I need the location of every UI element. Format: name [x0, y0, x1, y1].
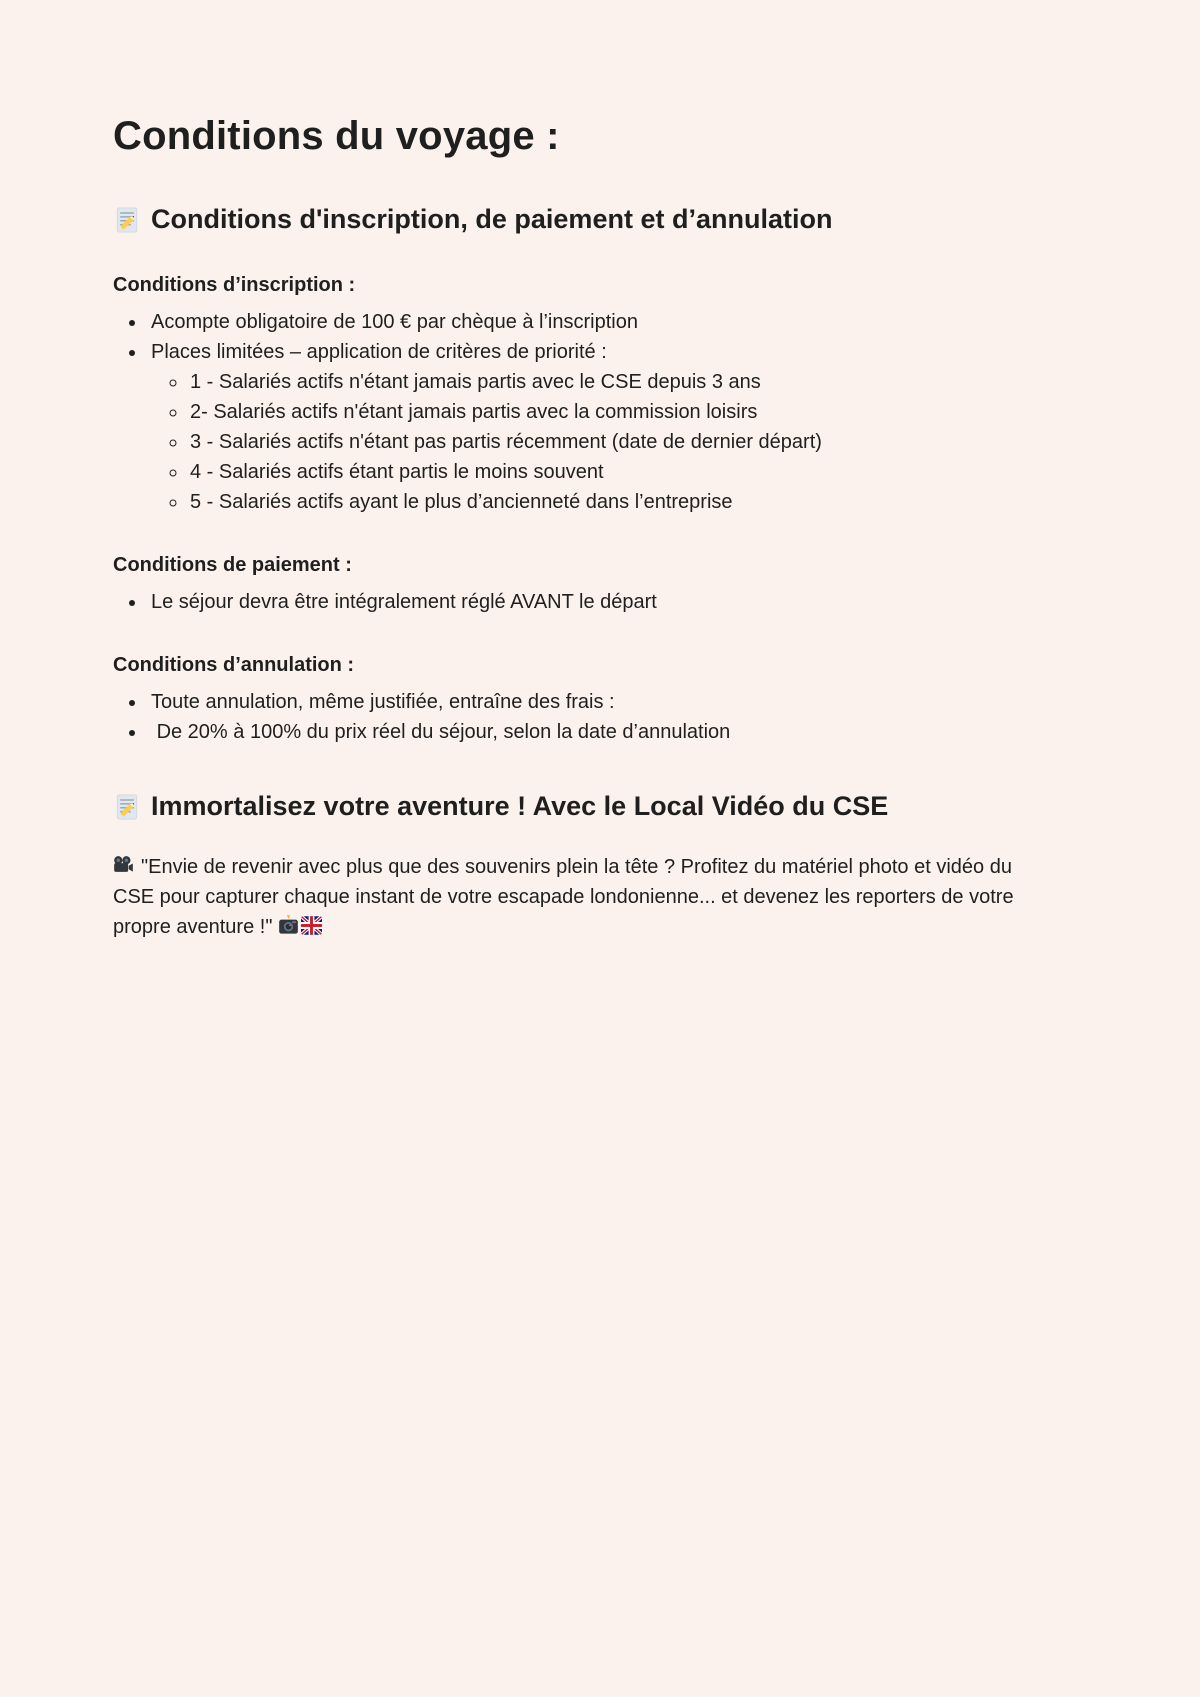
list-item: [147, 717, 1100, 747]
movie-camera-icon: [113, 855, 134, 876]
list-item: [188, 457, 1100, 487]
list-item: [188, 487, 1100, 517]
section-heading-conditions: [113, 202, 1100, 237]
paiement-list: [113, 587, 1100, 617]
video-promo-paragraph: [113, 852, 1018, 942]
list-item-text: Acompte obligatoire de 100 € par chèque à l’inscription: [151, 311, 638, 334]
list-item-text: 4 - Salariés actifs étant partis le moins souvent: [190, 461, 604, 484]
uk-flag-icon: [301, 915, 322, 936]
list-item: [147, 587, 1100, 617]
subheading-paiement: Conditions de paiement :: [113, 554, 352, 577]
list-item: [188, 397, 1100, 427]
inscription-list: [113, 307, 1100, 517]
list-item-text: 3 - Salariés actifs n'étant pas partis récemment (date de dernier départ): [190, 431, 822, 454]
list-item-text: 1 - Salariés actifs n'étant jamais partis avec le CSE depuis 3 ans: [190, 371, 761, 394]
list-item-text: Toute annulation, même justifiée, entraîne des frais :: [151, 691, 615, 714]
list-item: [188, 427, 1100, 457]
subheading-inscription: Conditions d’inscription :: [113, 274, 356, 297]
annulation-list: [113, 687, 1100, 747]
list-item-text: 5 - Salariés actifs ayant le plus d’ancienneté dans l’entreprise: [190, 491, 733, 514]
video-promo-text: "Envie de revenir avec plus que des souvenirs plein la tête ? Profitez du matériel photo et vidéo du CSE pour capturer chaque instant de votre escapade londonienne... et devenez les reporters de votre propre aventure !": [113, 856, 1014, 939]
list-item-text: 2- Salariés actifs n'étant jamais partis avec la commission loisirs: [190, 401, 758, 424]
page-title: Conditions du voyage :: [113, 114, 560, 158]
list-item-text: De 20% à 100% du prix réel du séjour, selon la date d’annulation: [151, 721, 731, 744]
list-item-text: Le séjour devra être intégralement réglé AVANT le départ: [151, 591, 657, 614]
section-heading-text: Immortalisez votre aventure ! Avec le Local Vidéo du CSE: [151, 791, 889, 822]
memo-icon: [113, 206, 141, 234]
list-item: [147, 337, 1100, 517]
list-item: [188, 367, 1100, 397]
section-heading-text: Conditions d'inscription, de paiement et d’annulation: [151, 204, 833, 234]
list-item-text: Places limitées – application de critères de priorité :: [151, 341, 607, 364]
list-item: [147, 307, 1100, 337]
camera-flash-icon: [278, 915, 299, 936]
subheading-annulation: Conditions d’annulation :: [113, 654, 355, 677]
list-item: [147, 687, 1100, 717]
priority-criteria-list: [151, 367, 1100, 517]
memo-icon: [113, 793, 141, 821]
section-heading-immortalisez: [113, 789, 1100, 824]
